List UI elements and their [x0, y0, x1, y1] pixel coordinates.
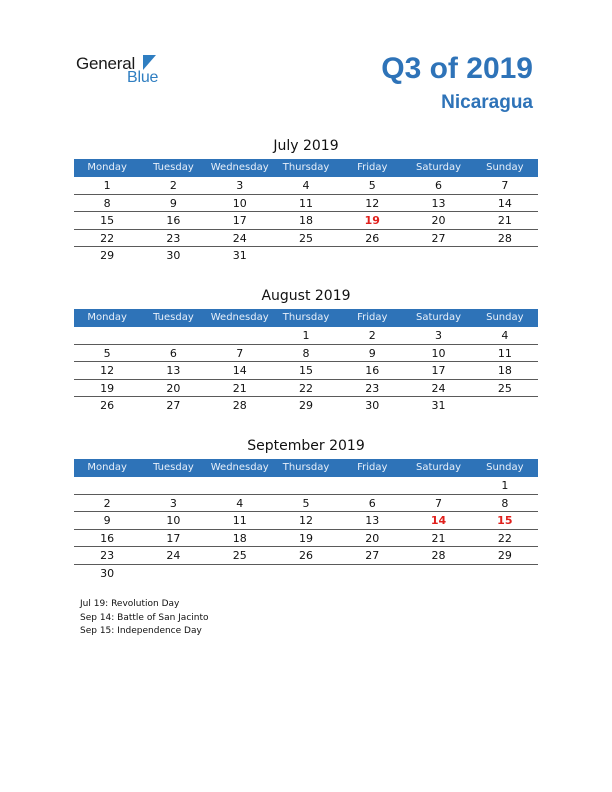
day-cell	[273, 565, 339, 583]
day-cell: 5	[368, 179, 376, 192]
day-cell: 3	[435, 329, 443, 342]
week-row	[74, 512, 538, 530]
day-cell	[339, 565, 405, 583]
day-cell	[472, 397, 538, 415]
day-cell: 1	[302, 329, 310, 342]
day-cell: 6	[368, 496, 376, 510]
day-cell: 17	[166, 531, 181, 545]
weekday-label: Thursday	[282, 312, 330, 323]
week-row	[74, 530, 538, 548]
holiday-note: Sep 14: Battle of San Jacinto	[80, 612, 209, 623]
week-row	[74, 177, 538, 195]
day-cell: 13	[166, 364, 181, 377]
day-cell	[273, 477, 339, 494]
day-cell: 4	[236, 496, 244, 510]
day-cell	[273, 247, 339, 265]
day-cell: 9	[368, 346, 376, 360]
day-cell: 28	[232, 399, 247, 412]
week-row	[74, 565, 538, 583]
calendar-september	[74, 437, 538, 582]
weekday-label: Sunday	[486, 312, 524, 323]
weekday-label: Tuesday	[153, 162, 194, 173]
day-cell: 26	[365, 231, 380, 245]
day-cell	[207, 327, 273, 344]
week-row	[74, 495, 538, 513]
day-cell: 18	[232, 531, 247, 545]
day-cell: 4	[302, 179, 310, 192]
day-cell: 19	[364, 214, 380, 227]
weekday-label: Wednesday	[210, 462, 269, 473]
day-cell: 23	[100, 549, 115, 562]
weekday-label: Wednesday	[210, 162, 269, 173]
day-cell: 21	[497, 214, 512, 227]
week-row	[74, 327, 538, 345]
day-cell	[405, 247, 471, 265]
day-cell: 7	[236, 346, 244, 360]
day-cell: 6	[169, 346, 177, 360]
week-row	[74, 477, 538, 495]
day-cell: 13	[431, 196, 446, 210]
weekday-label: Sunday	[486, 162, 524, 173]
day-cell: 12	[365, 196, 380, 210]
weekday-label: Monday	[87, 162, 127, 173]
weekday-label: Thursday	[282, 162, 330, 173]
day-cell: 27	[365, 549, 380, 562]
day-cell: 30	[166, 249, 181, 262]
day-cell: 21	[431, 531, 446, 545]
day-cell: 5	[103, 346, 111, 360]
day-cell: 31	[232, 249, 247, 262]
day-cell	[405, 477, 471, 494]
day-cell	[140, 565, 206, 583]
day-cell: 31	[431, 399, 446, 412]
day-cell: 8	[501, 496, 509, 510]
day-cell: 22	[497, 531, 512, 545]
weekday-label: Saturday	[416, 312, 462, 323]
week-row	[74, 195, 538, 213]
calendar-august	[74, 287, 538, 415]
month-title: September 2019	[247, 438, 365, 454]
day-cell: 26	[298, 549, 313, 562]
day-cell: 23	[365, 381, 380, 395]
day-cell: 20	[166, 381, 181, 395]
calendar-july	[74, 137, 538, 265]
day-cell: 15	[100, 214, 115, 227]
day-cell: 19	[298, 531, 313, 545]
weekday-label: Saturday	[416, 462, 462, 473]
weekday-header	[74, 309, 538, 327]
weekday-label: Friday	[357, 462, 388, 473]
day-cell: 27	[431, 231, 446, 245]
day-cell: 6	[435, 179, 443, 192]
page-title: Q3 of 2019	[381, 52, 533, 85]
month-title: August 2019	[261, 288, 351, 304]
day-cell	[472, 565, 538, 583]
day-cell: 1	[103, 179, 111, 192]
weekday-header	[74, 159, 538, 177]
day-cell	[74, 327, 140, 344]
day-cell: 16	[365, 364, 380, 377]
day-cell: 16	[100, 531, 115, 545]
week-row	[74, 212, 538, 230]
day-cell	[74, 477, 140, 494]
day-cell: 3	[169, 496, 177, 510]
week-row	[74, 230, 538, 248]
week-row	[74, 345, 538, 363]
brand-logo	[76, 52, 176, 92]
day-cell: 30	[365, 399, 380, 412]
weekday-label: Friday	[357, 312, 388, 323]
day-cell: 7	[501, 179, 509, 192]
day-cell: 11	[232, 514, 247, 527]
day-cell	[207, 565, 273, 583]
week-row	[74, 247, 538, 265]
day-cell: 2	[169, 179, 177, 192]
day-cell: 23	[166, 231, 181, 245]
day-cell: 20	[365, 531, 380, 545]
day-cell: 9	[169, 196, 177, 210]
logo-text-general: General	[76, 54, 136, 73]
day-cell: 25	[232, 549, 247, 562]
day-cell	[339, 477, 405, 494]
day-cell: 10	[431, 346, 446, 360]
weekday-label: Thursday	[282, 462, 330, 473]
day-cell: 9	[103, 514, 111, 527]
day-cell: 2	[368, 329, 376, 342]
day-cell: 28	[497, 231, 512, 245]
weekday-label: Wednesday	[210, 312, 269, 323]
day-cell: 18	[298, 214, 313, 227]
day-cell: 21	[232, 381, 247, 395]
day-cell	[207, 477, 273, 494]
day-cell: 19	[100, 381, 115, 395]
holiday-notes	[80, 598, 209, 639]
day-cell: 10	[232, 196, 247, 210]
day-cell: 12	[298, 514, 313, 527]
day-cell: 24	[166, 549, 181, 562]
day-cell	[339, 247, 405, 265]
holiday-note: Jul 19: Revolution Day	[80, 599, 180, 609]
day-cell: 5	[302, 496, 310, 510]
day-cell	[140, 327, 206, 344]
day-cell: 14	[232, 364, 247, 377]
country-name: Nicaragua	[441, 92, 533, 113]
day-cell: 25	[298, 231, 313, 245]
day-cell: 12	[100, 364, 115, 377]
weekday-header	[74, 459, 538, 477]
day-cell: 15	[298, 364, 313, 377]
week-row	[74, 397, 538, 415]
day-cell: 8	[302, 346, 310, 360]
day-cell: 28	[431, 549, 446, 562]
day-cell: 20	[431, 214, 446, 227]
logo-flag-icon	[143, 55, 156, 70]
day-cell: 15	[497, 514, 513, 527]
weekday-label: Tuesday	[153, 312, 194, 323]
day-cell: 16	[166, 214, 181, 227]
weekday-label: Tuesday	[153, 462, 194, 473]
day-cell: 13	[365, 514, 380, 527]
day-cell: 3	[236, 179, 244, 192]
week-row	[74, 547, 538, 565]
day-cell: 17	[232, 214, 247, 227]
day-cell: 11	[497, 346, 512, 360]
week-row	[74, 380, 538, 398]
day-cell: 27	[166, 399, 181, 412]
day-cell: 22	[298, 381, 313, 395]
logo-text-blue: Blue	[127, 69, 159, 86]
holiday-note: Sep 15: Independence Day	[80, 626, 202, 636]
day-cell: 22	[100, 231, 115, 245]
day-cell: 8	[103, 196, 111, 210]
day-cell: 25	[497, 381, 512, 395]
day-cell: 14	[497, 196, 512, 210]
day-cell: 24	[232, 231, 247, 245]
day-cell: 17	[431, 364, 446, 377]
weekday-label: Sunday	[486, 462, 524, 473]
day-cell: 4	[501, 329, 509, 342]
day-cell: 11	[298, 196, 313, 210]
day-cell: 1	[501, 479, 509, 492]
weekday-label: Monday	[87, 312, 127, 323]
day-cell	[472, 247, 538, 265]
day-cell: 26	[100, 399, 115, 412]
week-row	[74, 362, 538, 380]
weekday-label: Friday	[357, 162, 388, 173]
day-cell: 7	[435, 496, 443, 510]
day-cell	[140, 477, 206, 494]
day-cell: 29	[100, 249, 115, 262]
day-cell: 24	[431, 381, 446, 395]
day-cell	[405, 565, 471, 583]
month-title: July 2019	[273, 138, 339, 154]
day-cell: 30	[100, 566, 115, 580]
day-cell: 29	[298, 399, 313, 412]
day-cell: 2	[103, 496, 111, 510]
day-cell: 10	[166, 514, 181, 527]
day-cell: 14	[430, 514, 447, 527]
day-cell: 29	[497, 549, 512, 562]
day-cell: 18	[497, 364, 512, 377]
weekday-label: Saturday	[416, 162, 462, 173]
weekday-label: Monday	[87, 462, 127, 473]
